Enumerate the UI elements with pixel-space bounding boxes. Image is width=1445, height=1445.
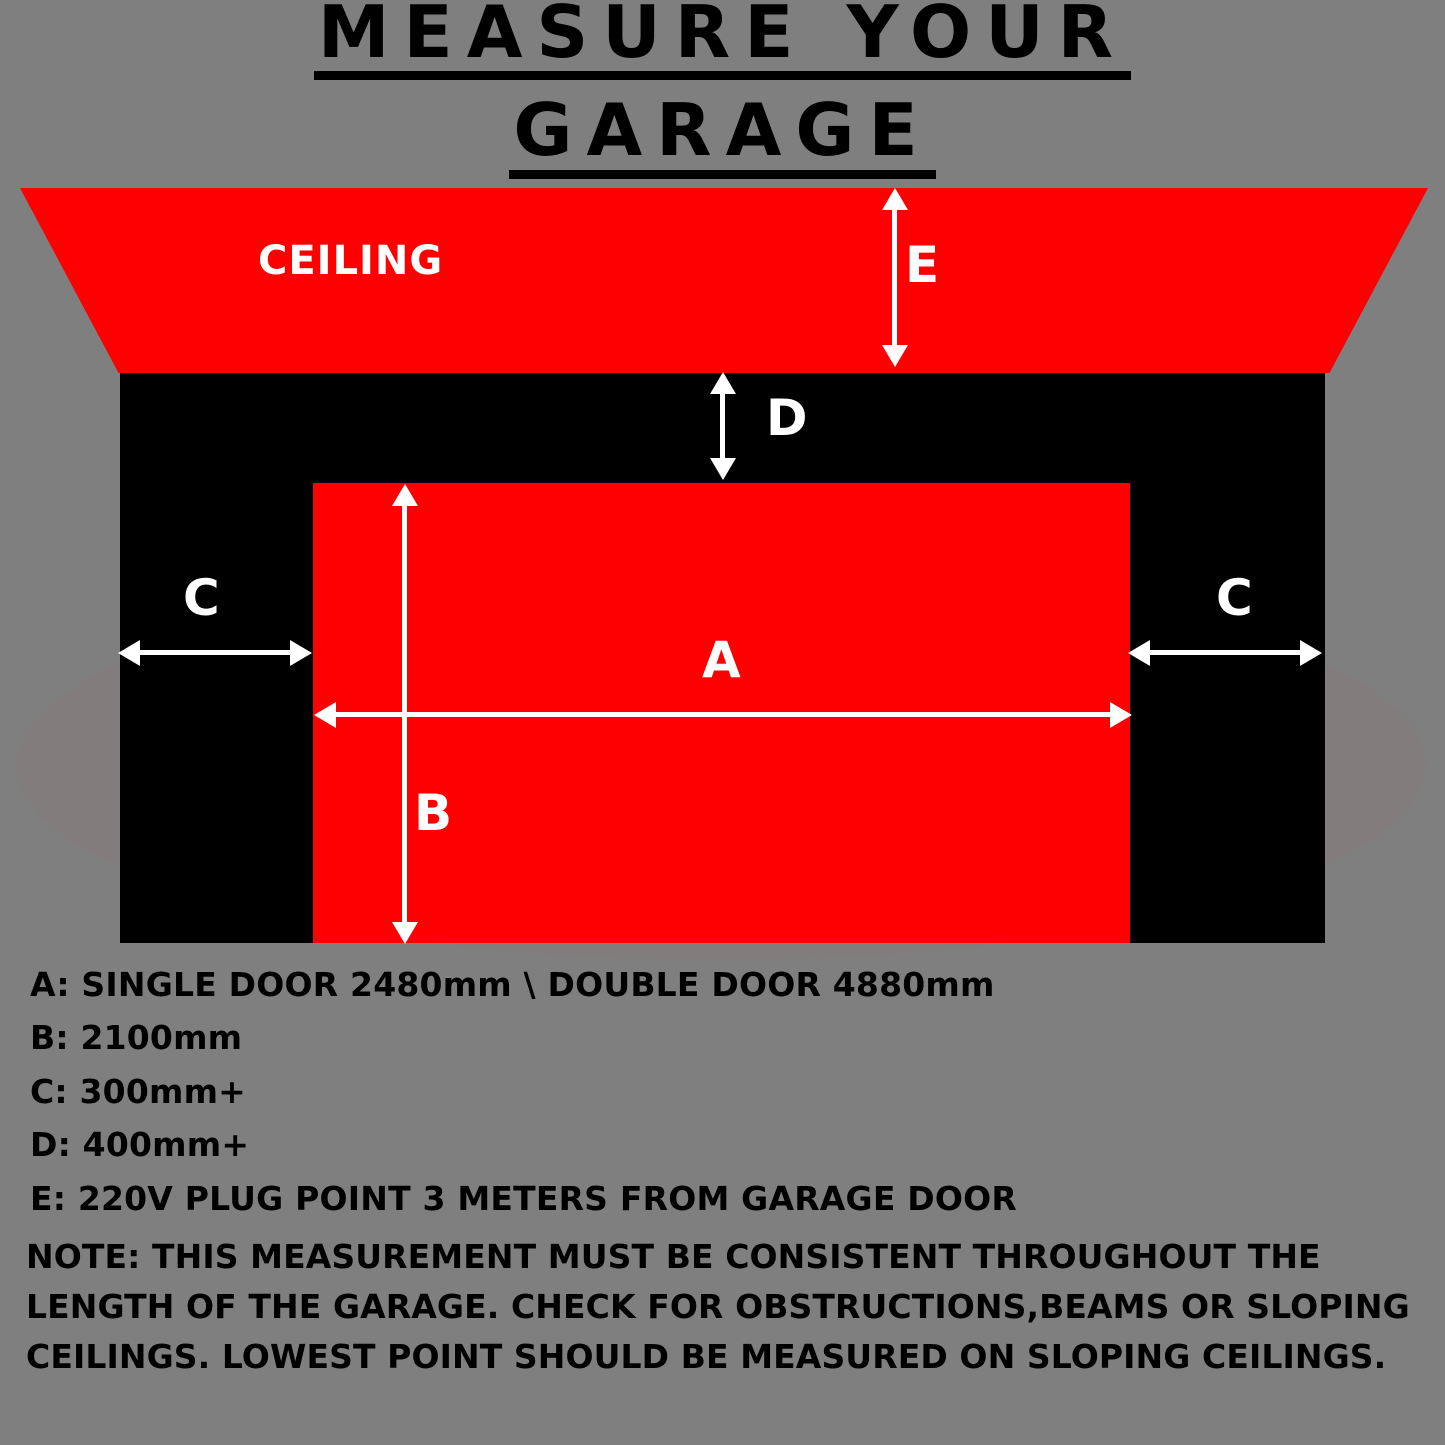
ceiling-label: CEILING	[258, 238, 444, 284]
legend-item-b: B: 2100mm	[30, 1018, 243, 1058]
dimension-label-c-left: C	[183, 569, 220, 627]
page-title	[0, 0, 1445, 179]
dimension-label-e: E	[905, 236, 940, 294]
legend-list	[30, 958, 1430, 1225]
ceiling-shape	[20, 188, 1428, 373]
title-line-2: GARAGE	[509, 94, 935, 178]
legend-item-a: A: SINGLE DOOR 2480mm \ DOUBLE DOOR 4880mm	[30, 965, 995, 1004]
legend-item-d: D: 400mm+	[30, 1125, 250, 1165]
dimension-label-a: A	[702, 631, 741, 689]
title-line-1: MEASURE YOUR	[314, 0, 1131, 80]
legend-item-e: E: 220V PLUG POINT 3 METERS FROM GARAGE DOOR	[30, 1178, 1017, 1218]
dimension-label-b: B	[414, 784, 453, 842]
note-text: NOTE: THIS MEASUREMENT MUST BE CONSISTENT THROUGHOUT THE LENGTH OF THE GARAGE. CHECK FOR OBSTRUCTIONS,BEAMS OR SLOPING CEILINGS. LOWEST POINT SHOULD BE MEASURED ON SLOPING CEILINGS.	[26, 1237, 1410, 1377]
dimension-label-c-right: C	[1216, 569, 1253, 627]
dimension-label-d: D	[766, 389, 808, 447]
legend-item-c: C: 300mm+	[30, 1071, 247, 1111]
